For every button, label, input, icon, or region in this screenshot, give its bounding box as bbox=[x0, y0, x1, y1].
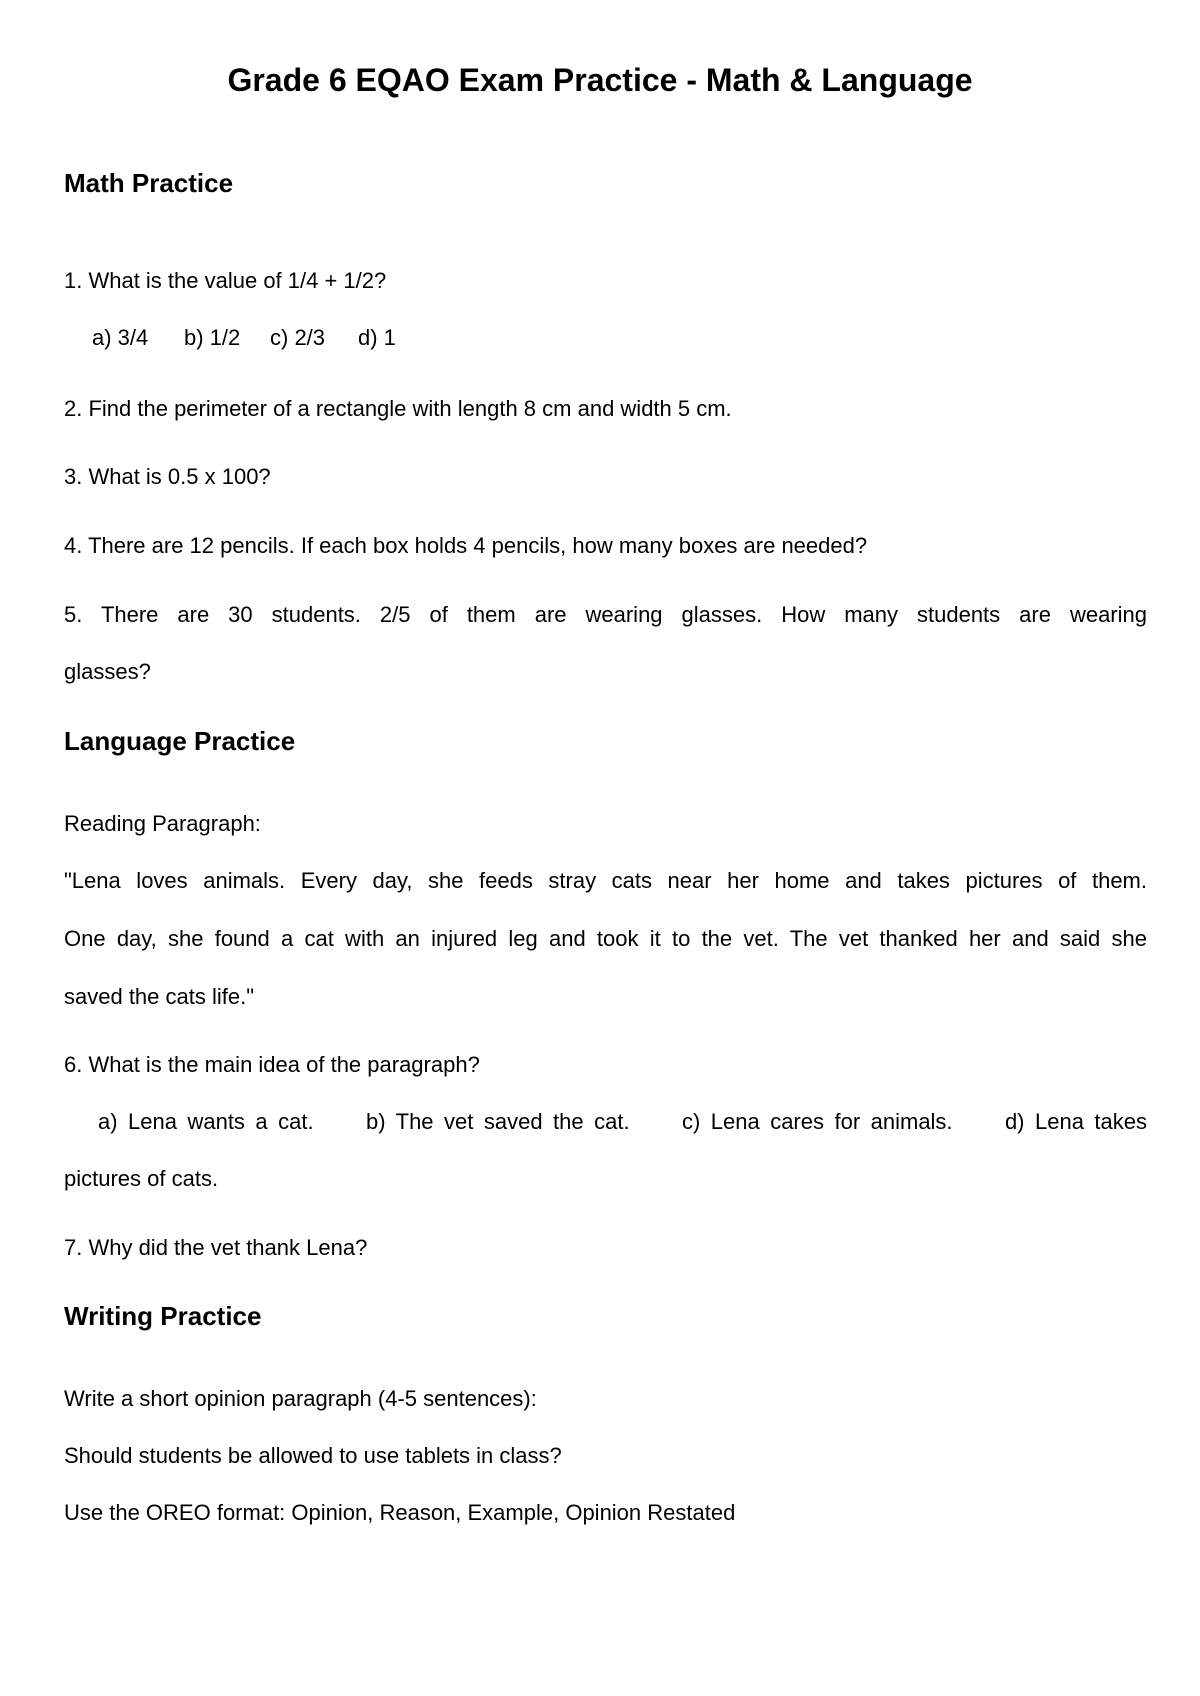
reading-paragraph-line-3: saved the cats life." bbox=[64, 984, 255, 1009]
reading-paragraph-line-1: "Lena loves animals. Every day, she feeds stray cats near her home and takes pictures of them. bbox=[64, 868, 1147, 893]
math-question-1-options bbox=[92, 325, 396, 351]
option-b: b) 1/2 bbox=[184, 325, 241, 350]
writing-prompt-line-1: Write a short opinion paragraph (4-5 sentences): bbox=[64, 1386, 537, 1411]
language-practice-heading: Language Practice bbox=[64, 726, 296, 756]
math-question-5-line-1: 5. There are 30 students. 2/5 of them are wearing glasses. How many students are wearing bbox=[64, 602, 1147, 627]
writing-prompt-line-3: Use the OREO format: Opinion, Reason, Example, Opinion Restated bbox=[64, 1500, 736, 1525]
language-question-6-options-line-2: pictures of cats. bbox=[64, 1166, 219, 1191]
math-question-5-line-2: glasses? bbox=[64, 659, 151, 684]
option-d: d) 1 bbox=[358, 325, 396, 350]
language-question-6: 6. What is the main idea of the paragraph? bbox=[64, 1052, 480, 1077]
math-question-1: 1. What is the value of 1/4 + 1/2? bbox=[64, 268, 387, 293]
writing-prompt-line-2: Should students be allowed to use tablets in class? bbox=[64, 1443, 562, 1468]
writing-practice-heading: Writing Practice bbox=[64, 1301, 262, 1331]
math-question-3: 3. What is 0.5 x 100? bbox=[64, 464, 271, 489]
page-title: Grade 6 EQAO Exam Practice - Math & Language bbox=[227, 62, 973, 98]
reading-paragraph-label: Reading Paragraph: bbox=[64, 811, 261, 836]
math-question-4: 4. There are 12 pencils. If each box holds 4 pencils, how many boxes are needed? bbox=[64, 533, 868, 558]
option-c: c) 2/3 bbox=[270, 325, 326, 350]
math-practice-heading: Math Practice bbox=[64, 168, 234, 198]
language-question-6-options-line-1: a) Lena wants a cat. b) The vet saved the cat. c) Lena cares for animals. d) Lena takes bbox=[98, 1109, 1147, 1134]
language-question-7: 7. Why did the vet thank Lena? bbox=[64, 1235, 368, 1260]
option-a: a) 3/4 bbox=[92, 325, 149, 350]
math-question-2: 2. Find the perimeter of a rectangle with length 8 cm and width 5 cm. bbox=[64, 396, 732, 421]
reading-paragraph-line-2: One day, she found a cat with an injured leg and took it to the vet. The vet thanked her and said she bbox=[64, 926, 1147, 951]
